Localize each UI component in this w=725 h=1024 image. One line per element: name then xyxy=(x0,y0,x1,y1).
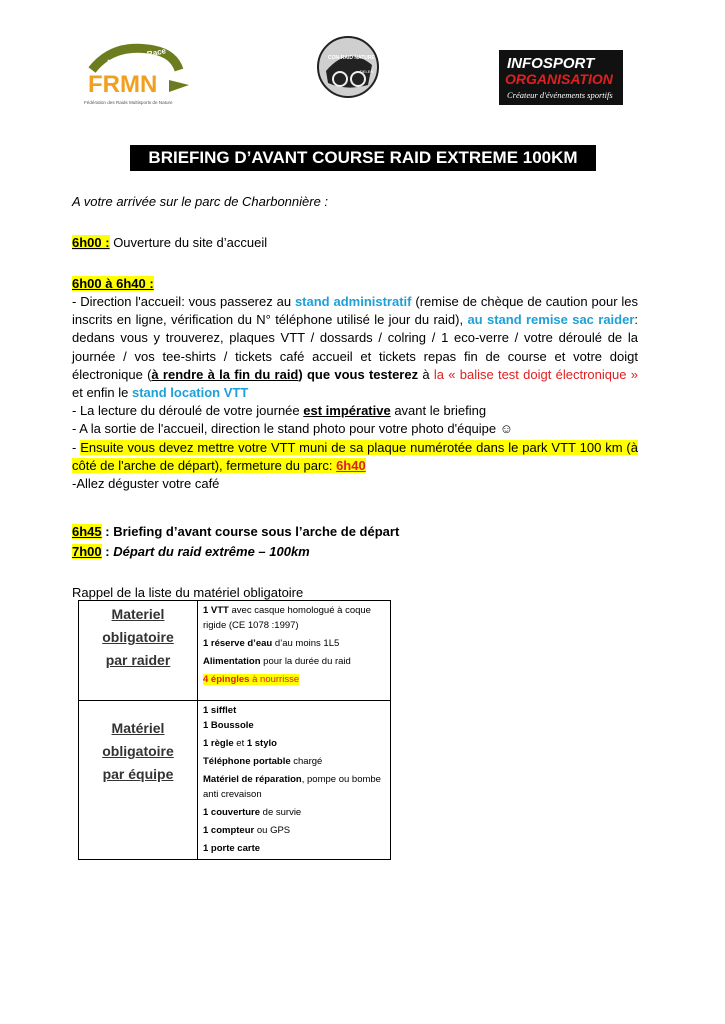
list-item: 1 sifflet xyxy=(203,705,237,716)
list-item: 1 règle et 1 stylo xyxy=(203,738,277,749)
instruction-photo: - A la sortie de l'accueil, direction le stand photo pour votre photo d'équipe ☺ xyxy=(72,421,514,437)
svg-text:FRMN: FRMN xyxy=(88,71,158,98)
svg-text:DELEN: DELEN xyxy=(360,69,374,74)
schedule-0600-0640-heading xyxy=(72,274,154,293)
svg-text:INFOSPORT: INFOSPORT xyxy=(507,55,595,72)
stand-remise-sac: au stand remise sac raider xyxy=(467,312,635,328)
schedule-0600 xyxy=(72,233,267,252)
svg-text:Créateur d'événements sportifs: Créateur d'événements sportifs xyxy=(507,90,613,100)
category-equipe: Matériel obligatoire par équipe xyxy=(79,701,198,860)
list-item: 1 compteur ou GPS xyxy=(203,825,291,836)
list-item: Matériel de réparation, pompe ou bombe anti crevaison xyxy=(203,774,381,800)
list-item: Téléphone portable chargé xyxy=(203,756,323,767)
svg-text:Adventure Race: Adventure Race xyxy=(105,46,167,68)
logo-bar xyxy=(0,30,725,110)
equipe-items xyxy=(198,701,391,860)
time-label: 7h00 xyxy=(72,544,102,559)
svg-text:CON-RAID NATURE: CON-RAID NATURE xyxy=(328,55,375,61)
intro-text: A votre arrivée sur le parc de Charbonnière : xyxy=(72,194,329,209)
table-row xyxy=(79,701,391,860)
infosport-logo xyxy=(499,50,623,105)
list-item: 1 Boussole xyxy=(203,720,254,731)
fermeture-time: 6h40 xyxy=(336,457,366,473)
svg-text:Fédération des Raids Multispor: Fédération des Raids Multisports de Nature xyxy=(84,100,173,105)
stand-location-vtt: stand location VTT xyxy=(132,385,249,401)
accueil-instructions xyxy=(72,293,638,493)
list-item: Alimentation pour la durée du raid xyxy=(203,656,351,667)
instruction-lecture: - La lecture du déroulé de votre journée est impérative avant le briefing xyxy=(72,403,487,419)
list-item: 1 couverture de survie xyxy=(203,807,302,818)
list-item: 4 épingles à nourrisse xyxy=(203,674,300,685)
table-row xyxy=(79,601,391,701)
instruction-cafe: -Allez déguster votre café xyxy=(72,476,220,492)
list-item: 1 réserve d’eau d’au moins 1L5 xyxy=(203,638,340,649)
instruction-park-vtt: - Ensuite vous devez mettre votre VTT muni de sa plaque numérotée dans le park VTT 100 km (à côté de l'arche de départ), fermeture du parc: 6h40 xyxy=(72,439,638,473)
balise-test: la « balise test doigt électronique » xyxy=(433,366,638,382)
stand-administratif: stand administratif xyxy=(294,294,412,309)
instruction-accueil: - Direction l'accueil: vous passerez au stand administratif (remise de chèque de caution pour les inscrits en ligne, vérification du N° téléphone utilisé le jour du raid), au stand remise sac raider: dedans vous y trouverez, plaques VTT / dossards / colring / 1 eco-verre / votre déroulé de la journée / vos tee-shirts / tickets café accueil et tickets repas fin de course et votre doigt électronique (à rendre à la fin du raid) que vous testerez à la « balise test doigt électronique » et enfin le stand location VTT xyxy=(72,294,639,401)
page-title: BRIEFING D’AVANT COURSE RAID EXTREME 100KM xyxy=(130,145,596,171)
time-label: 6h00 à 6h40 : xyxy=(72,276,154,291)
frmn-logo xyxy=(84,40,194,110)
time-label: 6h45 xyxy=(72,524,102,539)
rendre-fin-raid: à rendre à la fin du raid xyxy=(151,366,299,382)
list-item: 1 porte carte xyxy=(203,843,261,854)
rappel-text: Rappel de la liste du matériel obligatoire xyxy=(72,585,304,600)
svg-text:ORGANISATION: ORGANISATION xyxy=(505,71,613,87)
schedule-text: Ouverture du site d’accueil xyxy=(109,235,268,250)
raid-nature-logo xyxy=(316,35,380,99)
raider-items xyxy=(198,601,391,701)
equipment-table xyxy=(78,600,391,860)
list-item: 1 VTT avec casque homologué à coque rigide (CE 1078 :1997) xyxy=(203,605,371,631)
schedule-0645: 6h45 : Briefing d’avant course sous l’arche de départ xyxy=(72,524,400,539)
category-raider: Materiel obligatoire par raider xyxy=(79,601,198,701)
time-label: 6h00 : xyxy=(72,235,110,250)
schedule-0700: 7h00 : Départ du raid extrême – 100km xyxy=(72,544,310,559)
